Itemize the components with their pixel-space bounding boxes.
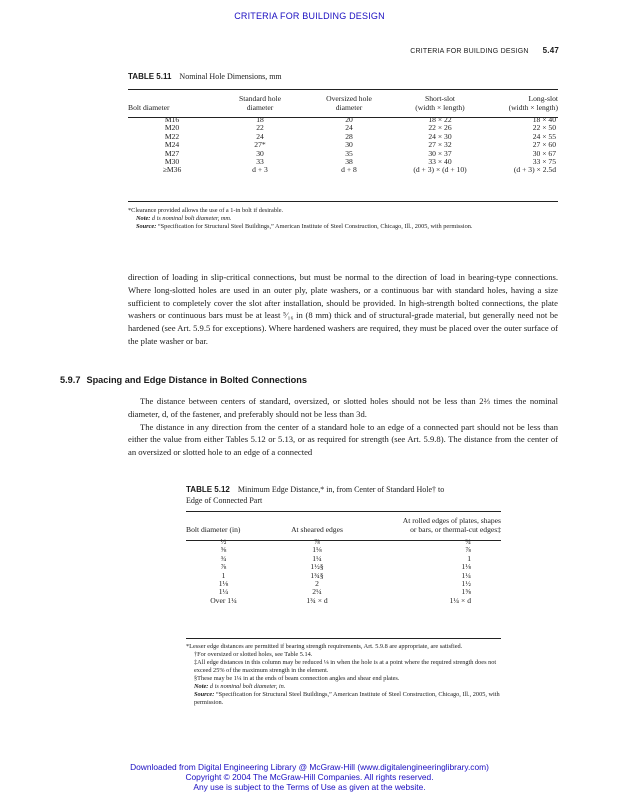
- header-line: Oversized hole: [326, 94, 372, 103]
- table-row: [186, 572, 501, 580]
- table-cell: 1½§: [310, 562, 324, 572]
- ends-note: §These may be 1¼ in at the ends of beam connection angles and shear end plates.: [194, 675, 400, 682]
- table-row: [186, 546, 501, 554]
- table-cell: 20: [345, 115, 353, 124]
- paragraph: The distance between centers of standard, oversized, or slotted holes should not be less than 2⅔ times the nominal diameter, d, of the fastener, and preferably should not be less than 3d.: [128, 396, 558, 419]
- body-paragraph-continuation: [128, 271, 558, 348]
- source-text: “Specification for Structural Steel Buildings,” American Institute of Steel Construction, Chicago, Ill., 2005, with permission.: [157, 223, 473, 230]
- lesser-note: *Lesser edge distances are permitted if bearing strength requirements, Art. 5.9.8 are appropriate, are satisfied.: [186, 643, 463, 650]
- source-label: Source:: [194, 691, 215, 698]
- table-cell: 1⅝: [461, 587, 471, 597]
- note-text: d is nominal bolt diameter, in.: [209, 683, 286, 690]
- table-row: [128, 150, 558, 158]
- table-header: [304, 94, 394, 116]
- table-cell: 30 × 37: [428, 148, 452, 158]
- table-cell: 22 × 50: [532, 123, 556, 133]
- header-line: At sheared edges: [291, 525, 343, 534]
- table-cell: 22: [256, 123, 264, 133]
- header-line: (width × length): [415, 103, 465, 112]
- section-heading: [60, 375, 307, 385]
- table-cell: 33 × 75: [532, 157, 556, 167]
- table-row: [186, 597, 501, 605]
- table-cell: 18 × 40: [532, 115, 556, 124]
- table-cell: 30: [256, 148, 264, 158]
- header-line: Long-slot: [528, 94, 558, 103]
- header-line: Short-slot: [425, 94, 455, 103]
- table-cell: 1⅛: [312, 545, 322, 555]
- table-5-12-title-line2: Edge of Connected Part: [186, 496, 263, 505]
- table-cell: ½: [220, 537, 227, 546]
- table-header: [394, 94, 486, 116]
- table-cell: 27 × 60: [532, 140, 556, 150]
- table-cell: 18: [256, 115, 264, 124]
- table-header: [216, 94, 304, 116]
- table-cell: M24: [164, 140, 180, 150]
- table-header: [128, 94, 216, 116]
- header-line: diameter: [335, 103, 363, 112]
- source-line: [128, 223, 558, 231]
- table-cell: 22 × 26: [428, 123, 452, 133]
- table-row: [128, 141, 558, 149]
- table-cell: 33 × 40: [428, 157, 452, 167]
- header-line: Bolt diameter (in): [186, 525, 241, 534]
- table-row: [186, 563, 501, 571]
- table-cell: 2¼: [312, 587, 322, 597]
- table-cell: 1¼: [312, 553, 322, 563]
- top-banner: CRITERIA FOR BUILDING DESIGN: [234, 11, 385, 21]
- table-cell: 33: [256, 157, 264, 167]
- header-line: Standard hole: [239, 94, 281, 103]
- page-number: 5.47: [542, 46, 559, 55]
- table-cell: 1⅛: [218, 579, 229, 589]
- footer-terms-link[interactable]: Any use is subject to the Terms of Use as given at the website.: [193, 782, 426, 792]
- source-line: [186, 691, 501, 707]
- table-cell: ⅞: [465, 545, 471, 555]
- table-cell: M30: [164, 157, 180, 167]
- table-rule-top: [186, 511, 501, 512]
- table-header: [486, 94, 558, 116]
- table-row: [128, 166, 558, 174]
- table-5-11-number: TABLE 5.11: [128, 72, 172, 81]
- paragraph: The distance in any direction from the center of a standard hole to an edge of a connected part should not be less than either the value from either Tables 5.12 or 5.13, or as required for strength (see Art. 5.9.8). The distance from the center of an oversized or slotted hole to an edge of a connected: [128, 421, 558, 458]
- table-cell: 1: [221, 570, 226, 580]
- table-cell: M16: [164, 115, 180, 124]
- table-cell: d + 3: [252, 165, 268, 175]
- table-5-11-caption: [128, 72, 282, 81]
- note-line: [186, 683, 501, 691]
- table-cell: 18 × 22: [428, 115, 452, 124]
- table-cell: 24: [256, 131, 264, 141]
- section-number: 5.9.7: [60, 375, 81, 385]
- table-cell: 27*: [254, 140, 266, 150]
- paragraph: direction of loading in slip-critical connections, but must be normal to the direction of load in bearing-type connections. Where long-slotted holes are used in an outer ply, plate washers, or a continuous bar with standard holes, having a size sufficient to completely cover the slot after installation, should be provided. In high-strength bolted connections, the plate washers or continuous bars must be at least ⁵⁄₁₆ in (8 mm) thick and of structural-grade material, but generally need not be hardened (see Art. 5.9.5 for exceptions). Where hardened washers are required, they must be placed over the outer surface of the plate washer or bar.: [128, 272, 558, 346]
- note-text: d is nominal bolt diameter, mm.: [151, 215, 232, 222]
- table-cell: 24: [345, 123, 353, 133]
- table-cell: 2: [315, 579, 319, 589]
- note-label: Note:: [194, 683, 209, 690]
- source-label: Source:: [136, 223, 157, 230]
- footer-copyright: Copyright © 2004 The McGraw-Hill Companies. All rights reserved.: [185, 772, 434, 782]
- table-row: [128, 124, 558, 132]
- footer: [0, 762, 619, 792]
- table-rule-bottom: [128, 201, 558, 202]
- table-cell: ≥M36: [162, 165, 182, 175]
- table-cell: 38: [345, 157, 353, 167]
- table-rule-top: [128, 89, 558, 90]
- table-cell: (d + 3) × (d + 10): [413, 165, 467, 175]
- table-cell: 28: [345, 131, 353, 141]
- table-rule-mid: [128, 117, 558, 118]
- table-cell: (d + 3) × 2.5d: [513, 165, 556, 175]
- table-header: [261, 516, 373, 538]
- table-cell: 1¼ × d: [449, 595, 471, 605]
- table-cell: ¾: [465, 537, 471, 546]
- table-cell: ⅞: [220, 562, 227, 572]
- table-cell: 1⅛: [461, 562, 471, 572]
- note-label: Note:: [136, 215, 151, 222]
- table-cell: 27 × 32: [428, 140, 452, 150]
- running-head-title: CRITERIA FOR BUILDING DESIGN: [410, 48, 529, 55]
- table-cell: 24 × 30: [428, 131, 452, 141]
- table-cell: M20: [164, 123, 180, 133]
- header-line: diameter: [246, 103, 274, 112]
- table-5-11-notes: [128, 207, 558, 231]
- section-title: Spacing and Edge Distance in Bolted Connections: [86, 375, 307, 385]
- table-cell: 1: [467, 553, 471, 563]
- table-cell: d + 8: [341, 165, 357, 175]
- table-5-12-number: TABLE 5.12: [186, 485, 230, 494]
- header-line: (width × length): [508, 103, 558, 112]
- table-cell: Over 1¼: [210, 595, 237, 605]
- table-cell: M27: [164, 148, 180, 158]
- table-rule-mid: [186, 540, 501, 541]
- running-head: [410, 46, 559, 55]
- header-line: At rolled edges of plates, shapes: [402, 516, 501, 525]
- table-5-12: [186, 516, 501, 605]
- header-line: or bars, or thermal-cut edges‡: [410, 525, 501, 534]
- oversized-note: †For oversized or slotted holes, see Table 5.14.: [194, 651, 313, 658]
- table-5-11-title: Nominal Hole Dimensions, mm: [179, 72, 282, 81]
- table-row: [128, 133, 558, 141]
- table-cell: ⅝: [220, 545, 227, 555]
- table-cell: 1¼: [218, 587, 229, 597]
- source-text: “Specification for Structural Steel Buildings,” American Institute of Steel Construction, Chicago, Ill., 2005, with permission.: [194, 691, 500, 706]
- table-cell: 1½: [461, 579, 471, 589]
- table-cell: ¾: [220, 553, 227, 563]
- table-cell: 1¾ × d: [306, 595, 328, 605]
- table-cell: M22: [164, 131, 180, 141]
- table-cell: ⅞: [314, 537, 320, 546]
- clearance-note: *Clearance provided allows the use of a 1-in bolt if desirable.: [128, 207, 284, 214]
- body-section-text: [128, 395, 558, 459]
- table-cell: 24 × 55: [532, 131, 556, 141]
- table-rule-bottom: [186, 638, 501, 639]
- table-5-12-caption: [186, 484, 516, 506]
- table-cell: 1¾§: [310, 570, 324, 580]
- table-cell: 1¼: [461, 570, 471, 580]
- table-cell: 35: [345, 148, 353, 158]
- note-line: [128, 215, 558, 223]
- table-row: [186, 580, 501, 588]
- table-cell: 30: [345, 140, 353, 150]
- header-line: Bolt diameter: [128, 103, 170, 112]
- table-header: [373, 516, 501, 538]
- footer-download-link[interactable]: Downloaded from Digital Engineering Library @ McGraw-Hill (www.digitalengineeringlibrary.com): [130, 762, 489, 772]
- table-5-11: [128, 94, 558, 175]
- reduced-note: ‡All edge distances in this column may be reduced ⅛ in when the hole is at a point where the required strength does not exceed 25% of the maximum strength in the element.: [194, 659, 497, 674]
- table-5-12-title-line1: Minimum Edge Distance,* in, from Center of Standard Hole† to: [237, 485, 445, 494]
- table-row: [186, 555, 501, 563]
- table-5-12-notes: [186, 643, 501, 707]
- table-cell: 30 × 67: [532, 148, 556, 158]
- table-header: [186, 516, 261, 538]
